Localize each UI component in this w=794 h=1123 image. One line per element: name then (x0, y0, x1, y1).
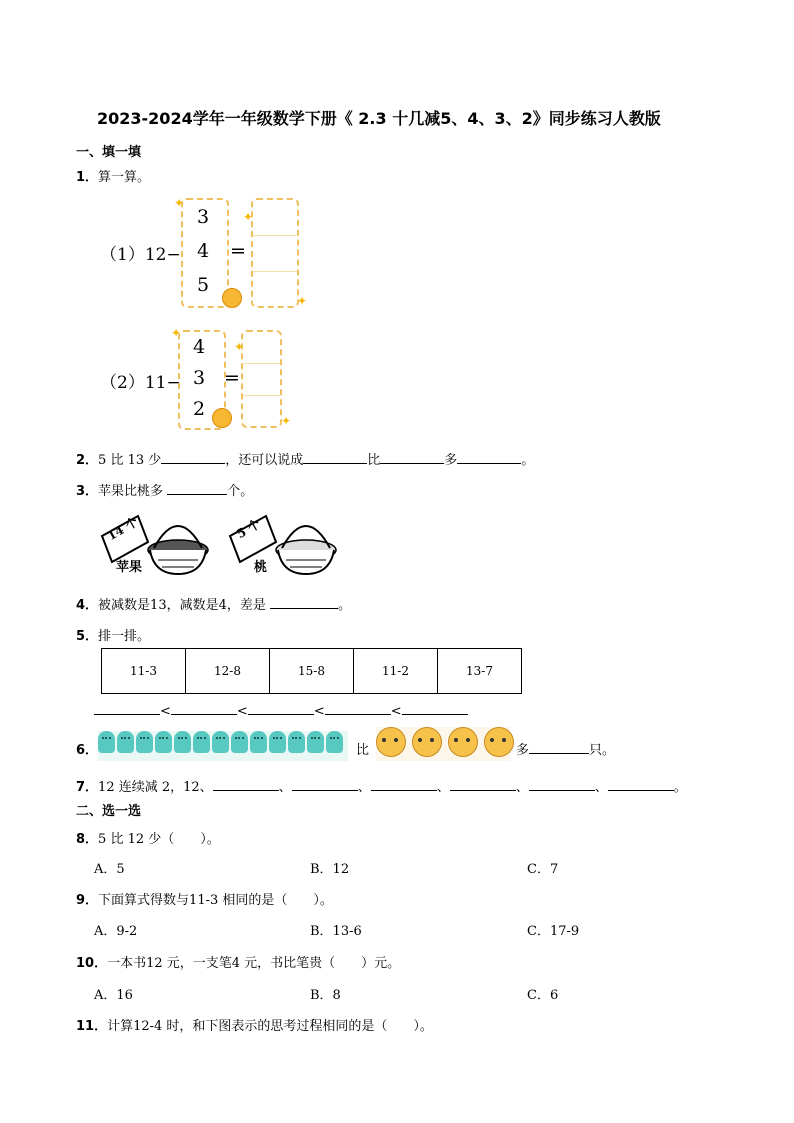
star-icon: ✦ (297, 294, 308, 308)
dog-icon (412, 727, 442, 757)
expression-cell: 15-8 (270, 649, 354, 694)
question-2 (76, 449, 534, 468)
less-than-sign: < (236, 704, 248, 719)
comparison-word: 比 (356, 743, 370, 758)
option-c[interactable]: C．6 (527, 988, 559, 1003)
option-a[interactable]: A．5 (94, 862, 125, 877)
answer-blank[interactable] (529, 741, 589, 754)
q1-part2-label: （2）11− (100, 373, 181, 393)
question-number: 6． (76, 743, 99, 758)
dog-icon (448, 727, 478, 757)
cat-icon (269, 731, 286, 753)
separator: 、 (594, 780, 608, 795)
expression-cell: 12-8 (186, 649, 270, 694)
cat-icon (117, 731, 134, 753)
question-text: 5 比 13 少 (98, 453, 162, 468)
option-b[interactable]: B．12 (310, 862, 350, 877)
answer-blank[interactable] (303, 451, 367, 464)
answer-blank[interactable] (608, 778, 674, 791)
q1-part1-num: 5 (197, 274, 210, 296)
question-number: 5． (76, 629, 99, 644)
cat-icon (231, 731, 248, 753)
separator: 、 (357, 780, 371, 795)
dogs-group (376, 727, 510, 761)
question-number: 3． (76, 484, 99, 499)
apple-label: 苹果 (116, 560, 143, 575)
q1-part1-num: 3 (197, 206, 210, 228)
question-number: 7． (76, 780, 99, 795)
option-b[interactable]: B．13-6 (310, 924, 362, 939)
q1-part2-answer-box[interactable] (241, 330, 282, 428)
less-than-sign: < (160, 704, 171, 719)
section-heading-fill: 一、填一填 (76, 145, 142, 160)
answer-blank[interactable] (380, 451, 444, 464)
question-7 (76, 776, 687, 795)
answer-blank[interactable] (292, 778, 358, 791)
cat-icon (136, 731, 153, 753)
option-a[interactable]: A．9-2 (94, 924, 138, 939)
cat-icon (288, 731, 305, 753)
question-number: 2． (76, 453, 99, 468)
answer-blank[interactable] (402, 702, 468, 715)
cat-icon (307, 731, 324, 753)
star-icon: ✦ (281, 414, 292, 428)
star-icon: ✦ (174, 196, 185, 210)
question-text: 算一算。 (98, 170, 151, 185)
q1-part1-label: （1）12− (100, 245, 181, 265)
question-number: 11． (76, 1019, 108, 1034)
q1-part1-equals: = (230, 240, 246, 262)
question-text: 。 (673, 780, 687, 795)
expression-cell: 13-7 (438, 649, 522, 694)
q1-part2-equals: = (224, 367, 240, 389)
question-text: 只。 (589, 743, 616, 758)
option-c[interactable]: C．7 (527, 862, 559, 877)
option-c[interactable]: C．17-9 (527, 924, 580, 939)
expression-cell: 11-3 (102, 649, 186, 694)
answer-blank[interactable] (270, 596, 338, 609)
apple-icon (212, 408, 232, 428)
cat-icon (155, 731, 172, 753)
q1-part2-num: 2 (193, 398, 206, 420)
separator: 、 (515, 780, 529, 795)
answer-blank[interactable] (161, 451, 225, 464)
question-text: 12 连续减 2，12、 (98, 780, 213, 795)
less-than-sign: < (390, 704, 402, 719)
question-text: 5 比 12 少（ ）。 (98, 832, 220, 847)
question-number: 1． (76, 170, 99, 185)
answer-blank[interactable] (450, 778, 516, 791)
question-number: 9． (76, 893, 99, 908)
dog-icon (376, 727, 406, 757)
dog-icon (484, 727, 514, 757)
answer-blank[interactable] (529, 778, 595, 791)
question-5 (76, 625, 150, 644)
ordering-blanks (94, 702, 468, 719)
question-text: 计算12-4 时，和下图表示的思考过程相同的是（ ）。 (107, 1019, 433, 1034)
cat-icon (174, 731, 191, 753)
question-text: ，还可以说成 (225, 453, 304, 468)
question-text: 被减数是13，减数是4，差是 (98, 598, 270, 613)
section-heading-choose: 二、选一选 (76, 804, 142, 819)
question-9 (76, 889, 333, 908)
question-text: 个。 (227, 484, 254, 499)
page-title: 2023-2024学年一年级数学下册《 2.3 十几减5、4、3、2》同步练习人教版 (97, 109, 661, 128)
question-text: 多 (444, 453, 458, 468)
peach-count-tag: 5 个 (234, 516, 263, 542)
question-3 (76, 480, 253, 499)
answer-blank[interactable] (94, 702, 160, 715)
separator: 、 (436, 780, 450, 795)
option-b[interactable]: B．8 (310, 988, 341, 1003)
answer-blank[interactable] (325, 702, 391, 715)
question-11 (76, 1015, 433, 1034)
question-text: 下面算式得数与11-3 相同的是（ ）。 (98, 893, 333, 908)
question-text: 排一排。 (98, 629, 151, 644)
question-10 (76, 952, 400, 971)
question-text: 。 (521, 453, 535, 468)
expression-cell: 11-2 (354, 649, 438, 694)
answer-blank[interactable] (248, 702, 314, 715)
star-icon: ✦ (243, 210, 254, 224)
question-number: 8． (76, 832, 99, 847)
question-text: 。 (338, 598, 352, 613)
separator: 、 (278, 780, 292, 795)
question-text: 苹果比桃多 (98, 484, 168, 499)
question-text: 一本书12 元，一支笔4 元，书比笔贵（ ）元。 (107, 956, 401, 971)
question-number: 10． (76, 956, 108, 971)
question-4 (76, 594, 351, 613)
question-number: 4． (76, 598, 99, 613)
question-text: 多 (516, 743, 530, 758)
question-8 (76, 828, 220, 847)
star-icon: ✦ (234, 340, 245, 354)
sort-table (101, 648, 522, 694)
apple-icon (222, 288, 242, 308)
q1-part2-num: 3 (193, 367, 206, 389)
cats-group (98, 731, 348, 761)
question-6-tail (516, 739, 615, 758)
question-text: 比 (367, 453, 381, 468)
option-a[interactable]: A．16 (94, 988, 133, 1003)
answer-blank[interactable] (167, 482, 227, 495)
answer-blank[interactable] (457, 451, 521, 464)
cat-icon (212, 731, 229, 753)
q1-part2-num: 4 (193, 336, 206, 358)
cat-icon (326, 731, 343, 753)
apple-count-tag: 14 个 (104, 514, 141, 544)
answer-blank[interactable] (213, 778, 279, 791)
less-than-sign: < (313, 704, 325, 719)
star-icon: ✦ (171, 326, 182, 340)
cat-icon (250, 731, 267, 753)
q1-part1-answer-box[interactable] (251, 198, 299, 308)
answer-blank[interactable] (171, 702, 237, 715)
q1-part1-num: 4 (197, 240, 210, 262)
cat-icon (193, 731, 210, 753)
question-1 (76, 166, 150, 185)
answer-blank[interactable] (371, 778, 437, 791)
peach-label: 桃 (254, 560, 268, 575)
cat-icon (98, 731, 115, 753)
